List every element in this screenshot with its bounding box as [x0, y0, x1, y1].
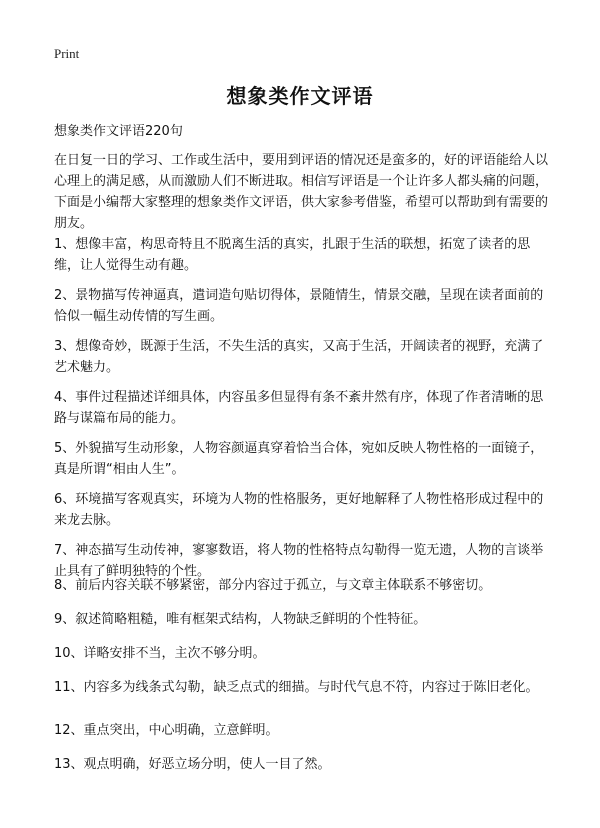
comment-item: 6、环境描写客观真实，环境为人物的性格服务，更好地解释了人物性格形成过程中的来龙去脉。	[54, 492, 544, 528]
intro-paragraph: 在日复一日的学习、工作或生活中，要用到评语的情况还是蛮多的，好的评语能给人以心理上的满足感，从而激励人们不断进取。相信写评语是一个让许多人都头痛的问题，下面是小编帮大家整理的想象类作文评语，供大家参考借鉴，希望可以帮助到有需要的朋友。	[54, 153, 549, 231]
comment-item: 7、神态描写生动传神，寥寥数语，将人物的性格特点勾勒得一览无遗，人物的言谈举止具有了鲜明独特的个性。	[54, 543, 544, 579]
comment-item: 8、前后内容关联不够紧密，部分内容过于孤立，与文章主体联系不够密切。	[54, 578, 492, 593]
comment-item: 10、详略安排不当，主次不够分明。	[54, 646, 266, 661]
document-subtitle: 想象类作文评语220句	[54, 124, 183, 139]
comment-item: 9、叙述简略粗糙，唯有框架式结构，人物缺乏鲜明的个性特征。	[54, 612, 427, 627]
comment-item: 5、外貌描写生动形象，人物容颜逼真穿着恰当合体，宛如反映人物性格的一面镜子，真是所谓“相由人生”。	[54, 441, 544, 477]
comment-item: 1、想像丰富，构思奇特且不脱离生活的真实，扎跟于生活的联想，拓宽了读者的思维，让人觉得生动有趣。	[54, 237, 531, 273]
comment-item: 12、重点突出，中心明确，立意鲜明。	[54, 723, 279, 738]
comment-item: 13、观点明确，好恶立场分明，使人一目了然。	[54, 757, 331, 772]
comment-item: 3、想像奇妙，既源于生活，不失生活的真实，又高于生活，开阔读者的视野，充满了艺术魅力。	[54, 339, 544, 375]
comment-item: 2、景物描写传神逼真，遣词造句贴切得体，景随情生，情景交融，呈现在读者面前的恰似一幅生动传情的写生画。	[54, 288, 544, 324]
print-link[interactable]: Print	[54, 46, 80, 61]
comment-item: 4、事件过程描述详细具体，内容虽多但显得有条不紊井然有序，体现了作者清晰的思路与谋篇布局的能力。	[54, 390, 544, 426]
comment-item: 11、内容多为线条式勾勒，缺乏点式的细描。与时代气息不符，内容过于陈旧老化。	[54, 680, 539, 695]
page-title: 想象类作文评语	[226, 84, 374, 108]
